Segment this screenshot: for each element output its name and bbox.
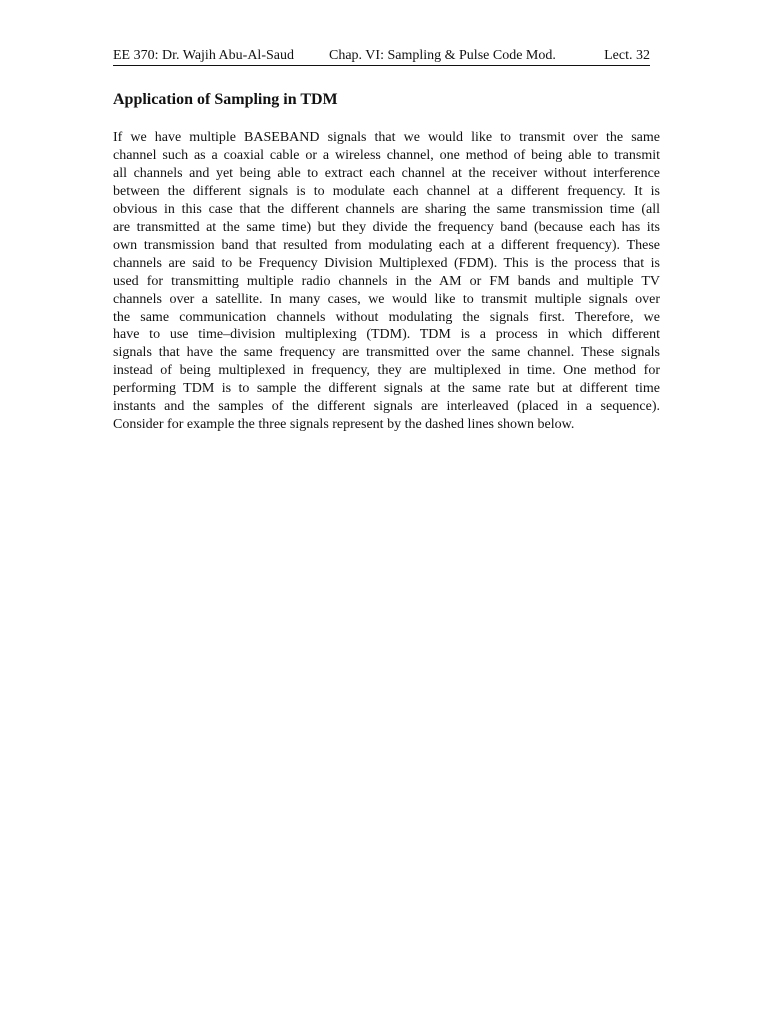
paragraph-line: are transmitted at the same time) but they divide the frequency band (because each has its [113,219,660,235]
paragraph-line: performing TDM is to sample the different signals at the same rate but at different time [113,381,660,397]
paragraph-line: used for transmitting multiple radio channels in the AM or FM bands and multiple TV [113,273,660,289]
paragraph-line: obvious in this case that the different channels are sharing the same transmission time (all [113,201,660,217]
paragraph-line: instead of being multiplexed in frequency, they are multiplexed in time. One method for [113,363,660,379]
paragraph-line: Consider for example the three signals represent by the dashed lines shown below. [113,417,575,433]
body-paragraph [113,129,660,434]
header-lecture: Lect. 32 [604,48,650,63]
header-course: EE 370: Dr. Wajih Abu-Al-Saud [113,48,294,63]
paragraph-line: have to use time–division multiplexing (TDM). TDM is a process in which different [113,327,660,343]
section-title: Application of Sampling in TDM [113,91,338,108]
paragraph-line: instants and the samples of the different signals are interleaved (placed in a sequence). [113,399,660,415]
paragraph-line: between the different signals is to modulate each channel at a different frequency. It is [113,183,660,199]
header-chapter: Chap. VI: Sampling & Pulse Code Mod. [329,48,556,63]
paragraph-line: the same communication channels without modulating the signals first. Therefore, we [113,309,660,325]
paragraph-line: all channels and yet being able to extract each channel at the receiver without interference [113,165,660,181]
paragraph-line: own transmission band that resulted from modulating each at a different frequency). These [113,237,660,253]
paragraph-line: signals that have the same frequency are transmitted over the same channel. These signals [113,345,660,361]
paragraph-line: If we have multiple BASEBAND signals that we would like to transmit over the same [113,130,660,145]
paragraph-line: channels are said to be Frequency Division Multiplexed (FDM). This is the process that is [113,255,660,271]
paragraph-line: channel such as a coaxial cable or a wireless channel, one method of being able to transmit [113,147,660,163]
page-header [113,46,650,66]
paragraph-line: channels over a satellite. In many cases, we would like to transmit multiple signals over [113,291,660,307]
